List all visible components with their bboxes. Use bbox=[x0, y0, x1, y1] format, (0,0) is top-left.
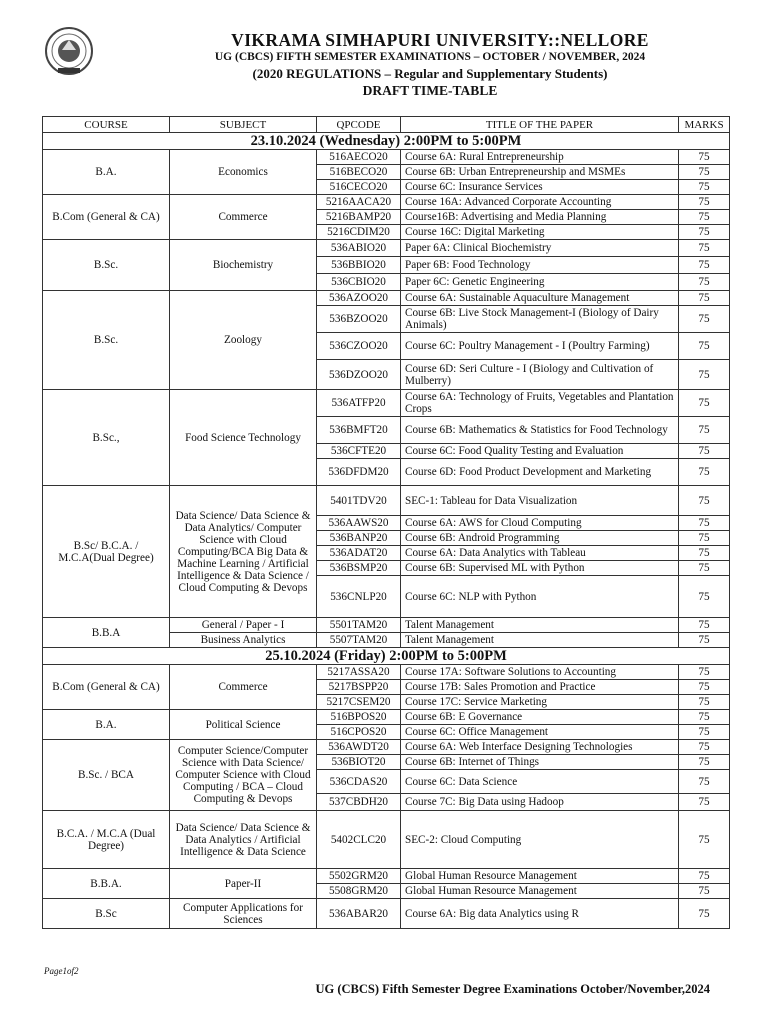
marks-cell: 75 bbox=[679, 576, 730, 618]
session-date-row bbox=[43, 648, 730, 665]
table-row bbox=[43, 665, 730, 680]
qpcode-cell: 536CDAS20 bbox=[317, 770, 401, 794]
qpcode-cell: 5507TAM20 bbox=[317, 633, 401, 648]
marks-cell: 75 bbox=[679, 770, 730, 794]
paper-title-cell: Course 6D: Seri Culture - I (Biology and Cultivation of Mulberry) bbox=[401, 360, 679, 390]
qpcode-cell: 5217ASSA20 bbox=[317, 665, 401, 680]
paper-title-cell: Course16B: Advertising and Media Planning bbox=[401, 210, 679, 225]
course-cell: B.B.A bbox=[43, 618, 170, 648]
marks-cell: 75 bbox=[679, 274, 730, 291]
marks-cell: 75 bbox=[679, 695, 730, 710]
qpcode-cell: 536CNLP20 bbox=[317, 576, 401, 618]
subject-cell: Computer Applications for Sciences bbox=[170, 899, 317, 929]
table-row bbox=[43, 195, 730, 210]
marks-cell: 75 bbox=[679, 561, 730, 576]
subject-cell: Computer Science/Computer Science with Data Science/ Computer Science with Cloud Computing / BCA – Cloud Computing & Devops bbox=[170, 740, 317, 811]
marks-cell: 75 bbox=[679, 306, 730, 333]
subject-cell: Data Science/ Data Science & Data Analytics / Artificial Intelligence & Data Science bbox=[170, 811, 317, 869]
subject-cell: General / Paper - I bbox=[170, 618, 317, 633]
qpcode-cell: 5502GRM20 bbox=[317, 869, 401, 884]
qpcode-cell: 537CBDH20 bbox=[317, 794, 401, 811]
paper-title-cell: Course 6A: Rural Entrepreneurship bbox=[401, 150, 679, 165]
paper-title-cell: Course 6B: Android Programming bbox=[401, 531, 679, 546]
course-cell: B.Sc/ B.C.A. / M.C.A(Dual Degree) bbox=[43, 486, 170, 618]
qpcode-cell: 5401TDV20 bbox=[317, 486, 401, 516]
paper-title-cell: Course 6C: NLP with Python bbox=[401, 576, 679, 618]
marks-cell: 75 bbox=[679, 333, 730, 360]
paper-title-cell: Course 6A: Web Interface Designing Technologies bbox=[401, 740, 679, 755]
qpcode-cell: 5501TAM20 bbox=[317, 618, 401, 633]
subject-cell: Business Analytics bbox=[170, 633, 317, 648]
table-row bbox=[43, 740, 730, 755]
qpcode-cell: 536BIOT20 bbox=[317, 755, 401, 770]
marks-cell: 75 bbox=[679, 180, 730, 195]
course-cell: B.Sc bbox=[43, 899, 170, 929]
marks-cell: 75 bbox=[679, 360, 730, 390]
marks-cell: 75 bbox=[679, 725, 730, 740]
table-row bbox=[43, 618, 730, 633]
marks-cell: 75 bbox=[679, 633, 730, 648]
marks-cell: 75 bbox=[679, 899, 730, 929]
qpcode-cell: 5402CLC20 bbox=[317, 811, 401, 869]
course-cell: B.Sc. bbox=[43, 291, 170, 390]
table-row bbox=[43, 390, 730, 417]
marks-cell: 75 bbox=[679, 390, 730, 417]
paper-title-cell: Paper 6C: Genetic Engineering bbox=[401, 274, 679, 291]
qpcode-cell: 536DFDM20 bbox=[317, 459, 401, 486]
qpcode-cell: 536CZOO20 bbox=[317, 333, 401, 360]
qpcode-cell: 536ABIO20 bbox=[317, 240, 401, 257]
session-date: 25.10.2024 (Friday) 2:00PM to 5:00PM bbox=[43, 648, 730, 665]
session-date-row bbox=[43, 133, 730, 150]
marks-cell: 75 bbox=[679, 869, 730, 884]
column-header-course: COURSE bbox=[43, 117, 170, 133]
document-title: DRAFT TIME-TABLE bbox=[362, 83, 498, 98]
marks-cell: 75 bbox=[679, 794, 730, 811]
qpcode-cell: 536DZOO20 bbox=[317, 360, 401, 390]
column-header-qpcode: QPCODE bbox=[317, 117, 401, 133]
paper-title-cell: Course 6B: Urban Entrepreneurship and MSMEs bbox=[401, 165, 679, 180]
paper-title-cell: SEC-1: Tableau for Data Visualization bbox=[401, 486, 679, 516]
column-header-title: TITLE OF THE PAPER bbox=[401, 117, 679, 133]
marks-cell: 75 bbox=[679, 665, 730, 680]
qpcode-cell: 5217BSPP20 bbox=[317, 680, 401, 695]
marks-cell: 75 bbox=[679, 257, 730, 274]
marks-cell: 75 bbox=[679, 755, 730, 770]
course-cell: B.Com (General & CA) bbox=[43, 665, 170, 710]
subject-cell: Commerce bbox=[170, 195, 317, 240]
marks-cell: 75 bbox=[679, 680, 730, 695]
footer-caption: UG (CBCS) Fifth Semester Degree Examinations October/November,2024 bbox=[315, 982, 710, 996]
course-cell: B.Sc. bbox=[43, 240, 170, 291]
paper-title-cell: Course 6C: Insurance Services bbox=[401, 180, 679, 195]
qpcode-cell: 536BANP20 bbox=[317, 531, 401, 546]
paper-title-cell: Course 17B: Sales Promotion and Practice bbox=[401, 680, 679, 695]
table-row bbox=[43, 710, 730, 725]
qpcode-cell: 536BBIO20 bbox=[317, 257, 401, 274]
table-row bbox=[43, 869, 730, 884]
paper-title-cell: Course 6A: Technology of Fruits, Vegetables and Plantation Crops bbox=[401, 390, 679, 417]
paper-title-cell: Course 6D: Food Product Development and Marketing bbox=[401, 459, 679, 486]
column-header-marks: MARKS bbox=[679, 117, 730, 133]
paper-title-cell: Global Human Resource Management bbox=[401, 869, 679, 884]
marks-cell: 75 bbox=[679, 811, 730, 869]
paper-title-cell: Course 16A: Advanced Corporate Accounting bbox=[401, 195, 679, 210]
university-name: VIKRAMA SIMHAPURI UNIVERSITY::NELLORE bbox=[231, 30, 649, 50]
paper-title-cell: Paper 6B: Food Technology bbox=[401, 257, 679, 274]
paper-title-cell: Course 16C: Digital Marketing bbox=[401, 225, 679, 240]
page-number: Page1of2 bbox=[44, 966, 79, 976]
marks-cell: 75 bbox=[679, 884, 730, 899]
qpcode-cell: 516BECO20 bbox=[317, 165, 401, 180]
qpcode-cell: 536AWDT20 bbox=[317, 740, 401, 755]
course-cell: B.A. bbox=[43, 710, 170, 740]
paper-title-cell: Talent Management bbox=[401, 633, 679, 648]
exam-title: UG (CBCS) FIFTH SEMESTER EXAMINATIONS – OCTOBER / NOVEMBER, 2024 bbox=[214, 51, 646, 63]
subject-cell: Biochemistry bbox=[170, 240, 317, 291]
qpcode-cell: 536AZOO20 bbox=[317, 291, 401, 306]
paper-title-cell: Course 6B: E Governance bbox=[401, 710, 679, 725]
qpcode-cell: 516AECO20 bbox=[317, 150, 401, 165]
qpcode-cell: 5217CSEM20 bbox=[317, 695, 401, 710]
timetable-body bbox=[43, 133, 730, 929]
paper-title-cell: Course 6B: Live Stock Management-I (Biology of Dairy Animals) bbox=[401, 306, 679, 333]
paper-title-cell: Course 6C: Food Quality Testing and Evaluation bbox=[401, 444, 679, 459]
marks-cell: 75 bbox=[679, 618, 730, 633]
paper-title-cell: SEC-2: Cloud Computing bbox=[401, 811, 679, 869]
marks-cell: 75 bbox=[679, 210, 730, 225]
paper-title-cell: Global Human Resource Management bbox=[401, 884, 679, 899]
marks-cell: 75 bbox=[679, 150, 730, 165]
paper-title-cell: Course 6A: AWS for Cloud Computing bbox=[401, 516, 679, 531]
subject-cell: Zoology bbox=[170, 291, 317, 390]
paper-title-cell: Course 17C: Service Marketing bbox=[401, 695, 679, 710]
university-emblem-icon bbox=[44, 26, 94, 76]
course-cell: B.A. bbox=[43, 150, 170, 195]
marks-cell: 75 bbox=[679, 740, 730, 755]
qpcode-cell: 5216CDIM20 bbox=[317, 225, 401, 240]
session-date: 23.10.2024 (Wednesday) 2:00PM to 5:00PM bbox=[43, 133, 730, 150]
marks-cell: 75 bbox=[679, 531, 730, 546]
subject-cell: Political Science bbox=[170, 710, 317, 740]
course-cell: B.Sc. / BCA bbox=[43, 740, 170, 811]
subject-cell: Paper-II bbox=[170, 869, 317, 899]
qpcode-cell: 536ABAR20 bbox=[317, 899, 401, 929]
paper-title-cell: Course 7C: Big Data using Hadoop bbox=[401, 794, 679, 811]
marks-cell: 75 bbox=[679, 240, 730, 257]
course-cell: B.Com (General & CA) bbox=[43, 195, 170, 240]
table-row bbox=[43, 486, 730, 516]
paper-title-cell: Course 6C: Data Science bbox=[401, 770, 679, 794]
qpcode-cell: 516CPOS20 bbox=[317, 725, 401, 740]
qpcode-cell: 536CBIO20 bbox=[317, 274, 401, 291]
marks-cell: 75 bbox=[679, 546, 730, 561]
qpcode-cell: 536ADAT20 bbox=[317, 546, 401, 561]
marks-cell: 75 bbox=[679, 195, 730, 210]
paper-title-cell: Course 6C: Office Management bbox=[401, 725, 679, 740]
marks-cell: 75 bbox=[679, 225, 730, 240]
qpcode-cell: 536BSMP20 bbox=[317, 561, 401, 576]
paper-title-cell: Course 17A: Software Solutions to Accounting bbox=[401, 665, 679, 680]
table-row bbox=[43, 150, 730, 165]
course-cell: B.B.A. bbox=[43, 869, 170, 899]
qpcode-cell: 516BPOS20 bbox=[317, 710, 401, 725]
qpcode-cell: 5216AACA20 bbox=[317, 195, 401, 210]
paper-title-cell: Course 6B: Supervised ML with Python bbox=[401, 561, 679, 576]
regulations-note: (2020 REGULATIONS – Regular and Supplementary Students) bbox=[252, 66, 608, 81]
marks-cell: 75 bbox=[679, 516, 730, 531]
column-header-subject: SUBJECT bbox=[170, 117, 317, 133]
table-row bbox=[43, 291, 730, 306]
subject-cell: Food Science Technology bbox=[170, 390, 317, 486]
paper-title-cell: Course 6A: Sustainable Aquaculture Management bbox=[401, 291, 679, 306]
marks-cell: 75 bbox=[679, 459, 730, 486]
course-cell: B.C.A. / M.C.A (Dual Degree) bbox=[43, 811, 170, 869]
course-cell: B.Sc., bbox=[43, 390, 170, 486]
paper-title-cell: Talent Management bbox=[401, 618, 679, 633]
marks-cell: 75 bbox=[679, 710, 730, 725]
marks-cell: 75 bbox=[679, 291, 730, 306]
subject-cell: Economics bbox=[170, 150, 317, 195]
table-row bbox=[43, 899, 730, 929]
paper-title-cell: Course 6C: Poultry Management - I (Poultry Farming) bbox=[401, 333, 679, 360]
paper-title-cell: Course 6B: Internet of Things bbox=[401, 755, 679, 770]
paper-title-cell: Course 6B: Mathematics & Statistics for Food Technology bbox=[401, 417, 679, 444]
paper-title-cell: Course 6A: Data Analytics with Tableau bbox=[401, 546, 679, 561]
qpcode-cell: 536BMFT20 bbox=[317, 417, 401, 444]
paper-title-cell: Paper 6A: Clinical Biochemistry bbox=[401, 240, 679, 257]
paper-title-cell: Course 6A: Big data Analytics using R bbox=[401, 899, 679, 929]
qpcode-cell: 516CECO20 bbox=[317, 180, 401, 195]
qpcode-cell: 5508GRM20 bbox=[317, 884, 401, 899]
qpcode-cell: 536BZOO20 bbox=[317, 306, 401, 333]
qpcode-cell: 5216BAMP20 bbox=[317, 210, 401, 225]
table-row bbox=[43, 240, 730, 257]
timetable bbox=[42, 116, 730, 929]
marks-cell: 75 bbox=[679, 444, 730, 459]
marks-cell: 75 bbox=[679, 486, 730, 516]
marks-cell: 75 bbox=[679, 417, 730, 444]
header-row bbox=[43, 117, 730, 133]
qpcode-cell: 536ATFP20 bbox=[317, 390, 401, 417]
qpcode-cell: 536CFTE20 bbox=[317, 444, 401, 459]
qpcode-cell: 536AAWS20 bbox=[317, 516, 401, 531]
table-row bbox=[43, 811, 730, 869]
marks-cell: 75 bbox=[679, 165, 730, 180]
subject-cell: Data Science/ Data Science & Data Analytics/ Computer Science with Cloud Computing/BCA Big Data & Machine Learning / Artificial Intelligence & Data Science / Cloud Computing & Devops bbox=[170, 486, 317, 618]
subject-cell: Commerce bbox=[170, 665, 317, 710]
